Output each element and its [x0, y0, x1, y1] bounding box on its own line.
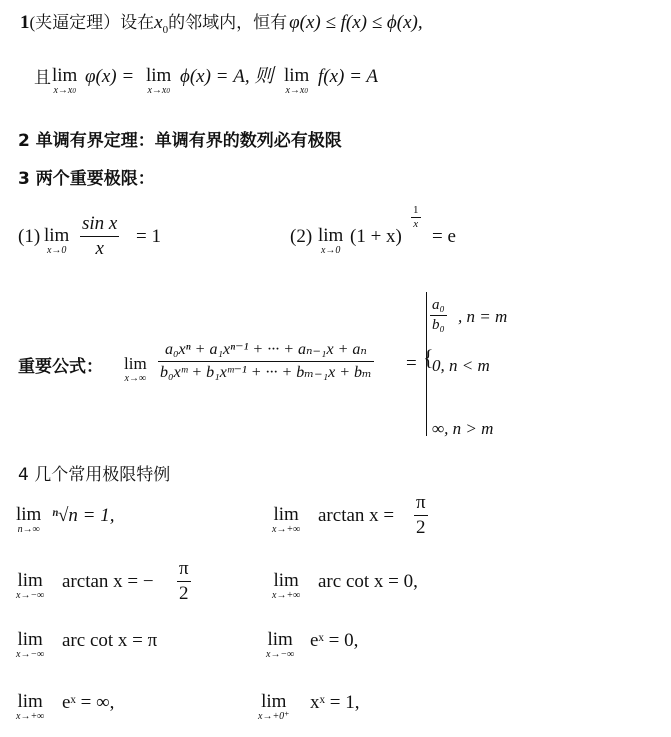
lim-word: lim — [44, 225, 70, 246]
fraction-numerator: sin x — [82, 213, 118, 234]
exponent-denominator: x — [413, 218, 419, 230]
fraction-numerator: π — [179, 558, 189, 579]
special-limit-4-lim — [272, 571, 300, 601]
lim-word: lim — [17, 570, 43, 591]
lim-sub: x→−∞ — [16, 649, 45, 660]
special-limit-8-expr: xˣ = 1, — [310, 692, 360, 713]
limit-2-label: (2) — [290, 226, 313, 247]
lim-sub: x→x — [147, 85, 167, 96]
lim-sub: x→0 — [320, 245, 341, 256]
limit-2-rhs: = e — [432, 226, 456, 247]
lim-word: lim — [284, 65, 310, 86]
lim-sub-zero: 0 — [72, 87, 76, 95]
squeeze-lim-3 — [284, 66, 309, 96]
case-3: ∞, n > m — [432, 419, 494, 438]
lim-word: lim — [52, 65, 78, 86]
fraction-bar — [414, 515, 428, 516]
lim-word: lim — [273, 570, 299, 591]
special-limit-8-lim — [258, 692, 289, 722]
squeeze-term-phi: φ(x) = — [85, 66, 135, 87]
rational-bar — [158, 361, 374, 362]
special-limit-5-expr: arc cot x = π — [62, 630, 158, 651]
cases-brace-tip: { — [423, 345, 434, 370]
lim-word: lim — [261, 691, 287, 712]
limit-2-body — [350, 226, 402, 248]
lim-sub: x→−∞ — [16, 590, 45, 601]
rational-numerator: a₀xⁿ + a₁xⁿ⁻¹ + ··· + aₙ₋₁x + aₙ — [164, 341, 367, 358]
case-2: 0, n < m — [432, 356, 490, 375]
lim-sub-zero: 0 — [166, 87, 170, 95]
special-limit-7-expr: eˣ = ∞, — [62, 692, 115, 713]
section-1-text-b: 的邻域内，恒有 — [168, 13, 288, 32]
lim-word: lim — [273, 504, 299, 525]
special-limit-4-expr: arc cot x = 0, — [318, 571, 418, 592]
lim-word: lim — [146, 65, 172, 86]
case-1-condition: , n = m — [458, 307, 508, 326]
lim-sub: x→+∞ — [272, 524, 301, 535]
lim-sub: n→∞ — [17, 524, 40, 535]
lim-sub: x→x — [285, 85, 305, 96]
limit-1-rhs: = 1 — [136, 226, 161, 247]
special-limit-3-fraction — [177, 558, 191, 605]
section-1-inequality: φ(x) ≤ f(x) ≤ ϕ(x), — [289, 12, 423, 33]
squeeze-term-f: f(x) = A — [318, 66, 378, 87]
important-formula-label: 重要公式： — [18, 357, 103, 377]
fraction-denominator: 2 — [416, 517, 426, 538]
lim-word: lim — [16, 504, 42, 525]
case-1-fraction — [430, 297, 447, 334]
special-limit-7-lim — [16, 692, 44, 722]
special-limit-2-lim — [272, 505, 300, 535]
squeeze-theorem-line — [20, 12, 423, 41]
special-limit-2-expr: arctan x = — [318, 505, 395, 526]
rational-fraction — [158, 340, 374, 383]
section-1-number: 1 — [20, 12, 30, 33]
special-limit-1-expr: ⁿ√n = 1, — [52, 505, 115, 526]
limit-2-base: (1 + x) — [350, 226, 402, 247]
lim-sub: x→−∞ — [266, 649, 295, 660]
section-1-x0-sub: 0 — [162, 23, 169, 36]
special-limit-2-fraction — [414, 492, 428, 539]
fraction-denominator: 2 — [179, 583, 189, 604]
rational-denominator: b₀xᵐ + b₁xᵐ⁻¹ + ··· + bₘ₋₁x + bₘ — [160, 364, 372, 381]
special-limit-6-expr: eˣ = 0, — [310, 630, 359, 651]
special-limits-title: 4 几个常用极限特例 — [18, 465, 171, 485]
case-1-bar — [430, 315, 447, 316]
lim-sub: x→0 — [46, 245, 67, 256]
fraction-bar — [177, 581, 191, 582]
special-limit-6-lim — [266, 630, 294, 660]
squeeze-theorem-formula — [34, 66, 51, 89]
special-limit-3-lim — [16, 571, 44, 601]
special-limit-3-expr: arctan x = − — [62, 571, 154, 592]
lim-sub: x→+∞ — [16, 711, 45, 722]
rational-equals: = — [406, 353, 417, 374]
squeeze-lim-1 — [52, 66, 77, 96]
fraction-numerator: π — [416, 492, 426, 513]
fraction-bar — [80, 236, 119, 237]
lim-sub-zero: 0 — [304, 87, 308, 95]
two-important-limits-title: 3 两个重要极限： — [18, 169, 155, 189]
case-1-denominator: b₀ — [432, 317, 445, 333]
lim-sub: x→x — [53, 85, 73, 96]
squeeze-and-word: 且 — [34, 68, 51, 87]
lim-sub: x→+0⁺ — [258, 711, 290, 722]
lim-word: lim — [17, 691, 43, 712]
exponent-numerator: 1 — [413, 204, 419, 216]
lim-word: lim — [318, 225, 344, 246]
monotone-bounded-theorem: 2 单调有界定理：单调有界的数列必有极限 — [18, 131, 342, 151]
case-1-numerator: a₀ — [432, 297, 445, 313]
lim-word: lim — [124, 354, 147, 373]
section-1-x0: x — [154, 12, 163, 33]
special-limit-5-lim — [16, 630, 44, 660]
limit-1-fraction — [80, 213, 119, 260]
section-1-text-a: (夹逼定理）设在 — [29, 13, 155, 32]
limit-2-exponent — [411, 205, 421, 230]
squeeze-lim-2 — [146, 66, 171, 96]
limit-1-label: (1) — [18, 226, 41, 247]
limit-1-lim — [44, 226, 69, 256]
special-limit-1-lim — [16, 505, 41, 535]
lim-sub: x→+∞ — [272, 590, 301, 601]
squeeze-term-varphi: ϕ(x) = A, 则 — [180, 66, 274, 87]
limit-2-lim — [318, 226, 343, 256]
fraction-denominator: x — [95, 238, 104, 259]
lim-word: lim — [267, 629, 293, 650]
lim-word: lim — [17, 629, 43, 650]
important-lim — [124, 354, 147, 384]
lim-sub: x→∞ — [124, 373, 147, 384]
